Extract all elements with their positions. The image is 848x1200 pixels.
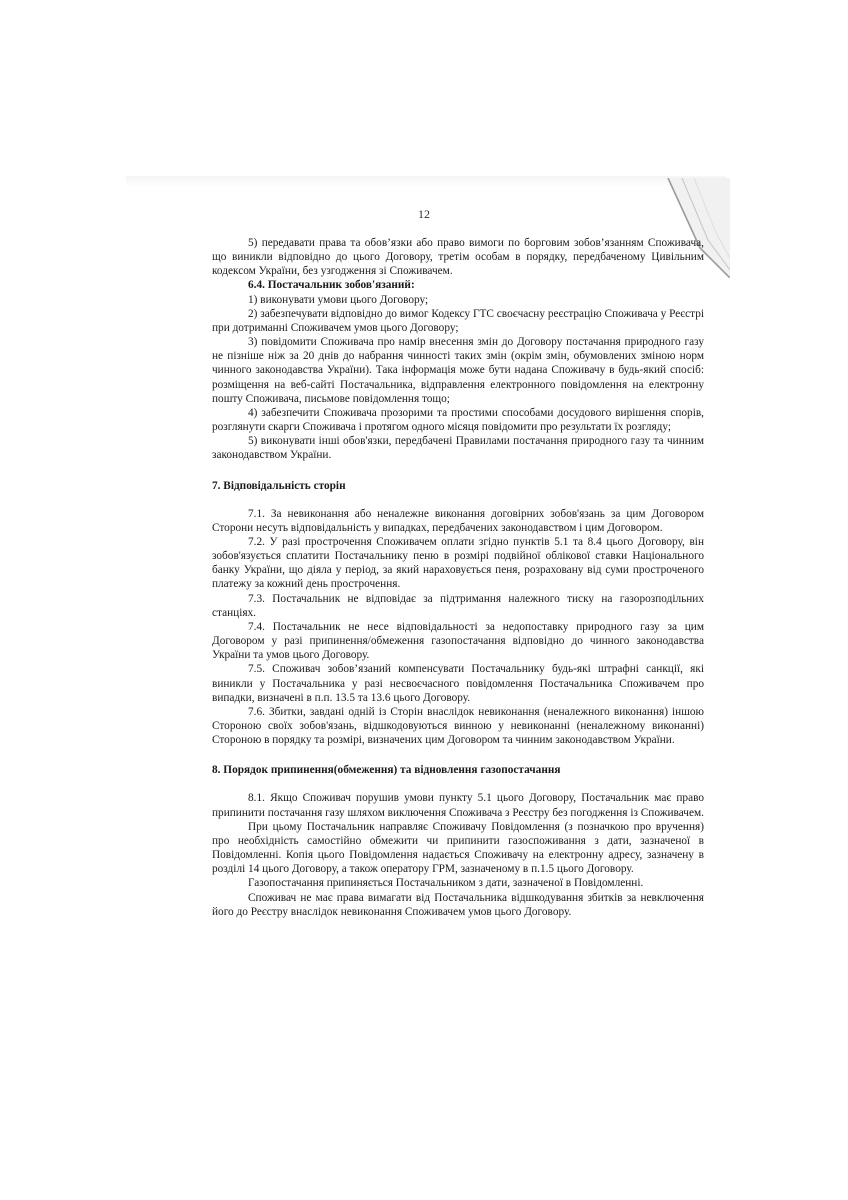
clause: При цьому Постачальник направляє Споживачу Повідомлення (з позначкою про вручення) про необхідність самостійно обмежити чи припинити газоспоживання з дати, зазначеної в Повідомленні. Копія цього Повідомлення надається Споживачу на електронну адресу, зазначену в розділі 14 цього Договору, а також оператору ГРМ, зазначеному в п.1.5 цього Договору. — [212, 820, 704, 876]
section-heading: 6.4. Постачальник зобов'язаний: — [248, 279, 415, 292]
clause: 7.3. Постачальник не відповідає за підтримання належного тиску на газорозподільних станціях. — [212, 592, 704, 619]
obligation-item: 5) передавати права та обов’язки або право вимоги по борговим зобов’язанням Споживача, що виникли відповідно до цього Договору, третім особам в порядку, передбаченому Цивільним кодексом України, без узгодження зі Споживачем. — [212, 237, 704, 278]
section-title: 7. Відповідальність сторін — [212, 479, 346, 492]
scan-shadow — [126, 176, 726, 188]
clause: Газопостачання припиняється Постачальником з дати, зазначеної в Повідомленні. — [248, 877, 644, 890]
clause: 7.6. Збитки, завдані одній із Сторін внаслідок невиконання (неналежного виконання) іншою Стороною своїх зобов'язань, відшкодовуються винною у невиконанні (неналежному виконанні) Стороною в порядку та розмірі, визначених цим Договором та чинним законодавством України. — [212, 705, 704, 747]
document-body — [212, 236, 704, 919]
clause: 7.4. Постачальник не несе відповідальності за недопоставку природного газу за цим Договором у разі припинення/обмеження газопостачання відповідно до чинного законодавства України та умов цього Договору. — [212, 620, 704, 662]
clause: 7.2. У разі прострочення Споживачем оплати згідно пунктів 5.1 та 8.4 цього Договору, він зобов'язується сплатити Постачальнику пеню в розмірі подвійної облікової ставки Національного банку України, що діяла у період, за який нараховується пеня, розраховану від суми простроченого платежу за кожний день прострочення. — [212, 535, 704, 591]
obligation-item: 3) повідомити Споживача про намір внесення змін до Договору постачання природного газу не пізніше ніж за 20 днів до набрання чинності таких змін (окрім змін, обумовлених зміною норм чинного законодавства України). Така інформація може бути надана Споживачу в будь-який спосіб: розміщення на веб-сайті Постачальника, відправлення електронного повідомлення на електронну пошту Споживача, письмове повідомлення тощо; — [212, 336, 704, 405]
clause: 7.1. За невиконання або неналежне виконання договірних зобов'язань за цим Договором Сторони несуть відповідальність у випадках, передбачених законодавством і цим Договором. — [212, 507, 704, 534]
page-number: 12 — [418, 207, 430, 221]
obligation-item: 2) забезпечувати відповідно до вимог Кодексу ГТС своєчасну реєстрацію Споживача у Реєстрі при дотриманні Споживачем умов цього Договору; — [212, 307, 704, 334]
obligation-item: 4) забезпечити Споживача прозорими та простими способами досудового вирішення спорів, розглянути скарги Споживача і протягом одного місяця повідомити про результати їх розгляду; — [212, 406, 704, 434]
section-title: 8. Порядок припинення(обмеження) та відновлення газопостачання — [212, 764, 561, 777]
obligation-item: 1) виконувати умови цього Договору; — [248, 293, 429, 306]
clause: 8.1. Якщо Споживач порушив умови пункту 5.1 цього Договору, Постачальник має право припинити постачання газу шляхом виключення Споживача з Реєстру без погодження із Споживачем. — [212, 792, 704, 819]
obligation-item: 5) виконувати інші обов'язки, передбачені Правилами постачання природного газу та чинним законодавством України. — [212, 435, 704, 462]
clause: Споживач не має права вимагати від Постачальника відшкодування збитків за невключення його до Реєстру внаслідок невиконання Споживачем умов цього Договору. — [212, 891, 704, 918]
clause: 7.5. Споживач зобов’язаний компенсувати Постачальнику будь-які штрафні санкції, які виникли у Постачальника у разі несвоєчасного повідомлення Постачальника Споживачем про випадки, визначені в п.п. 13.5 та 13.6 цього Договору. — [212, 663, 704, 704]
